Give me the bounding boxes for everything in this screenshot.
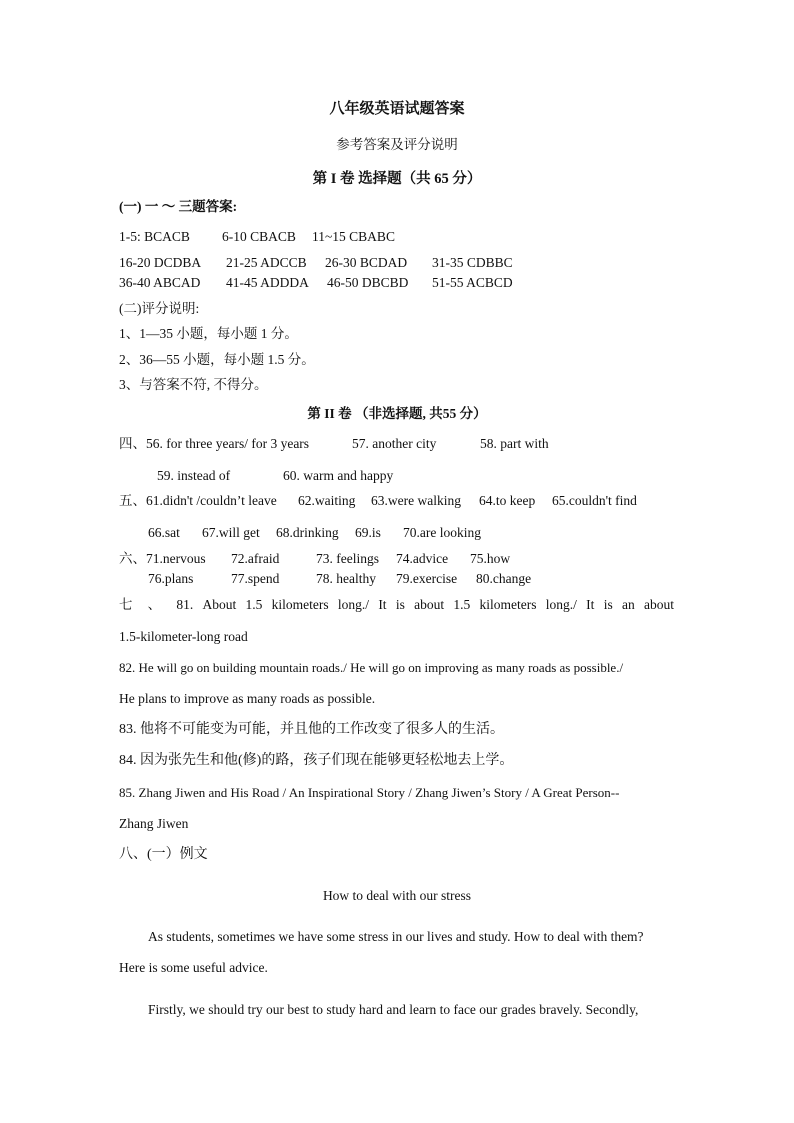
answer-item: 70.are looking <box>403 525 481 540</box>
section-8-label: 八、(一）例文 <box>119 847 208 862</box>
answer-item: 76.plans <box>148 571 194 586</box>
question-84: 84. 因为张先生和他(修)的路，孩子们现在能够更轻松地去上学。 <box>119 753 514 768</box>
question-82-line-2: He plans to improve as many roads as possible. <box>119 691 376 706</box>
question-85-line-2: Zhang Jiwen <box>119 816 189 831</box>
answer-item: 57. another city <box>352 436 437 451</box>
answer-group: 16-20 DCDBA <box>119 255 202 270</box>
question-81-line-2: 1.5-kilometer-long road <box>119 629 248 644</box>
part-2-label: (二)评分说明: <box>119 301 200 316</box>
essay-paragraph-1-line-2: Here is some useful advice. <box>119 960 268 975</box>
answer-item: 74.advice <box>396 551 449 566</box>
answer-item: 73. feelings <box>316 551 379 566</box>
answer-item: 四、56. for three years/ for 3 years <box>119 436 310 451</box>
section-6-line-1 <box>0 551 794 567</box>
answer-group: 11~15 CBABC <box>312 229 395 244</box>
answer-item: 77.spend <box>231 571 280 586</box>
answer-item: 五、61.didn't /couldn’t leave <box>119 493 277 508</box>
answer-group: 36-40 ABCAD <box>119 275 201 290</box>
answer-group: 51-55 ACBCD <box>432 275 513 290</box>
answer-group: 1-5: BCACB <box>119 229 190 244</box>
answer-group: 41-45 ADDDA <box>226 275 309 290</box>
section-5-line-1 <box>0 493 794 509</box>
answers-row-1 <box>0 229 794 245</box>
answer-group: 31-35 CDBBC <box>432 255 513 270</box>
question-85-line-1: 85. Zhang Jiwen and His Road / An Inspirational Story / Zhang Jiwen’s Story / A Great Person-- <box>119 785 620 800</box>
scoring-rule: 3、与答案不符, 不得分。 <box>119 377 268 392</box>
essay-title: How to deal with our stress <box>322 888 472 903</box>
question-83: 83. 他将不可能变为可能，并且他的工作改变了很多人的生活。 <box>119 722 504 737</box>
essay-paragraph-2-line-1: Firstly, we should try our best to study hard and learn to face our grades bravely. Secondly, <box>148 1002 639 1017</box>
answer-item: 75.how <box>470 551 511 566</box>
answer-item: 69.is <box>355 525 381 540</box>
volume-1-heading: 第 I 卷 选择题（共 65 分） <box>312 171 482 187</box>
scoring-rule: 1、1—35 小题，每小题 1 分。 <box>119 326 298 341</box>
answer-item: 63.were walking <box>371 493 461 508</box>
answer-item: 80.change <box>476 571 532 586</box>
question-82-line-1: 82. He will go on building mountain roads./ He will go on improving as many roads as possible./ <box>119 660 624 675</box>
answer-item: 62.waiting <box>298 493 356 508</box>
answer-item: 60. warm and happy <box>283 468 394 483</box>
answer-item: 68.drinking <box>276 525 339 540</box>
answer-group: 21-25 ADCCB <box>226 255 307 270</box>
answer-group: 26-30 BCDAD <box>325 255 408 270</box>
answer-item: 59. instead of <box>157 468 231 483</box>
section-4-line-1 <box>0 436 794 452</box>
answer-item: 六、71.nervous <box>119 551 206 566</box>
answer-item: 72.afraid <box>231 551 280 566</box>
section-4-line-2 <box>0 468 794 484</box>
question-81-line-1: 七 、 81. About 1.5 kilometers long./ It is about 1.5 kilometers long./ It is an about <box>119 597 674 612</box>
answer-item: 78. healthy <box>316 571 376 586</box>
answer-item: 58. part with <box>480 436 549 451</box>
scoring-rule: 2、36—55 小题，每小题 1.5 分。 <box>119 352 315 367</box>
answer-group: 6-10 CBACB <box>222 229 296 244</box>
answers-row-3 <box>0 275 794 291</box>
answer-group: 46-50 DBCBD <box>327 275 409 290</box>
volume-2-heading: 第 II 卷 （非选择题, 共55 分） <box>307 406 487 421</box>
answer-item: 64.to keep <box>479 493 536 508</box>
answer-item: 65.couldn't find <box>552 493 637 508</box>
answer-item: 79.exercise <box>396 571 458 586</box>
document-subtitle: 参考答案及评分说明 <box>336 137 458 152</box>
answers-row-2 <box>0 255 794 271</box>
essay-paragraph-1-line-1: As students, sometimes we have some stress in our lives and study. How to deal with them? <box>148 929 644 944</box>
answer-item: 67.will get <box>202 525 260 540</box>
part-1-label: (一) 一 ～ 三题答案: <box>119 199 238 214</box>
answer-item: 66.sat <box>148 525 180 540</box>
section-6-line-2 <box>0 571 794 587</box>
document-title: 八年级英语试题答案 <box>329 101 465 117</box>
section-5-line-2 <box>0 525 794 541</box>
